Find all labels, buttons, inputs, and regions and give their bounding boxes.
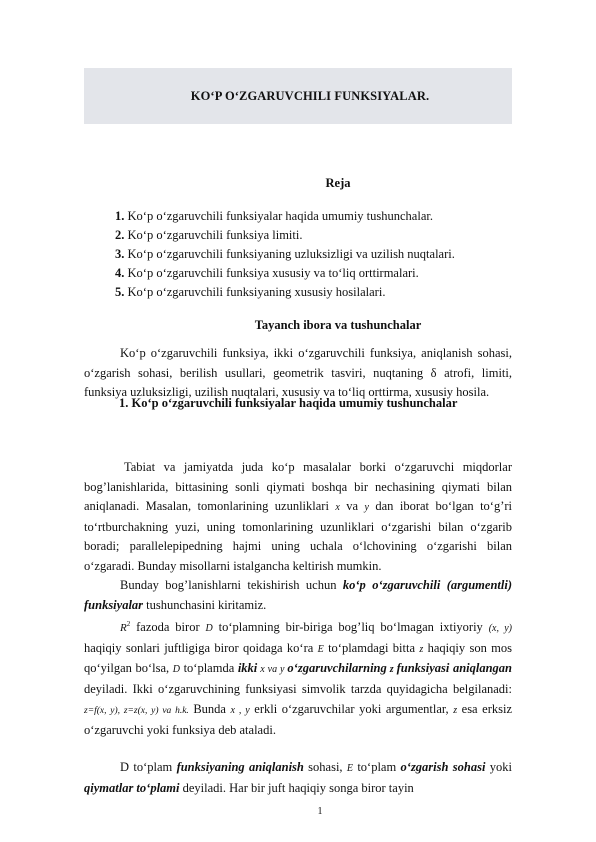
paragraph-definition: $R^2$ fazoda biror D to‘plamning bir-biriga bog’liq bo‘lmagan ixtiyoriy (x, y) haqiqiy sonlari juftligiga biror qoidaga ko‘ra E to‘plamdagi bitta z haqiqiy son mos qo‘yilgan bo‘lsa, D to‘plamda ikki x va y o‘zgaruvchilarning z funksiyasi aniqlangan deyiladi. Ikki o‘zgaruvchining funksiyasi simvolik tarzda quyidagicha belgilanadi: z=f(x, y), z=z(x, y) va h.k. Bunda x , y erkli o‘zgaruvchilar yoki argumentlar, z esa erksiz o‘zgaruvchi yoki funksiya deb ataladi. [84,620,512,738]
paragraph-domain: D to‘plam funksiyaning aniqlanish sohasi, E to‘plam o‘zgarish sohasi yoki qiymatlar to‘plami deyiladi. Har bir juft haqiqiy songa biror tayin [84,760,512,795]
plan-item: 4. Ko‘p o‘zgaruvchili funksiya xususiy va to‘liq orttirmalari. [115,266,419,280]
plan-list [115,207,455,302]
page-number: 1 [317,806,323,817]
paragraph-intro: Tabiat va jamiyatda juda ko‘p masalalar borki o‘zgaruvchi miqdorlar bog’lanishlarida, bittasining sonli qiymati boshqa bir nechasining qiymati bilan aniqlanadi. Masalan, tomonlarining uzunliklari x va y dan iborat bo‘lgan to‘g’ri to‘rtburchakning yuzi, uning tomonlarining uzunliklari o‘zgarishi bilan o‘zgarib boradi; parallelepipedning hajmi uning uchala o‘lchovining o‘zgarishi bilan o‘zgaradi. Bunday misollarni istalgancha keltirish mumkin. [84,460,512,573]
plan-heading: Reja [325,176,351,190]
plan-item: 2. Ko‘p o‘zgaruvchili funksiya limiti. [115,228,303,242]
document-title: KO‘P O‘ZGARUVCHILI FUNKSIYALAR. [190,88,430,103]
key-terms-heading: Tayanch ibora va tushunchalar [254,318,422,332]
plan-item: 5. Ko‘p o‘zgaruvchili funksiyaning xususiy hosilalari. [115,285,386,299]
plan-item: 1. Ko‘p o‘zgaruvchili funksiyalar haqida umumiy tushunchalar. [115,209,433,223]
paragraph-definition-intro: Bunday bog’lanishlarni tekishirish uchun ko‘p o‘zgaruvchili (argumentli) funksiyalar tushunchasini kiritamiz. [84,578,512,612]
plan-item: 3. Ko‘p o‘zgaruvchili funksiyaning uzluksizligi va uzilish nuqtalari. [115,247,455,261]
title-banner [84,68,512,124]
section-heading: 1. Ko‘p o‘zgaruvchili funksiyalar haqida umumiy tushunchalar [119,396,458,410]
key-terms-paragraph: Ko‘p o‘zgaruvchili funksiya, ikki o‘zgaruvchili funksiya, aniqlanish sohasi, o‘zgarish sohasi, berilish usullari, geometrik tasviri, nuqtaning δ atrofi, limiti, funksiya uzluksizligi, uzilish nuqtalari, xususiy va to‘liq orttirma, xususiy hosila. [84,346,512,400]
